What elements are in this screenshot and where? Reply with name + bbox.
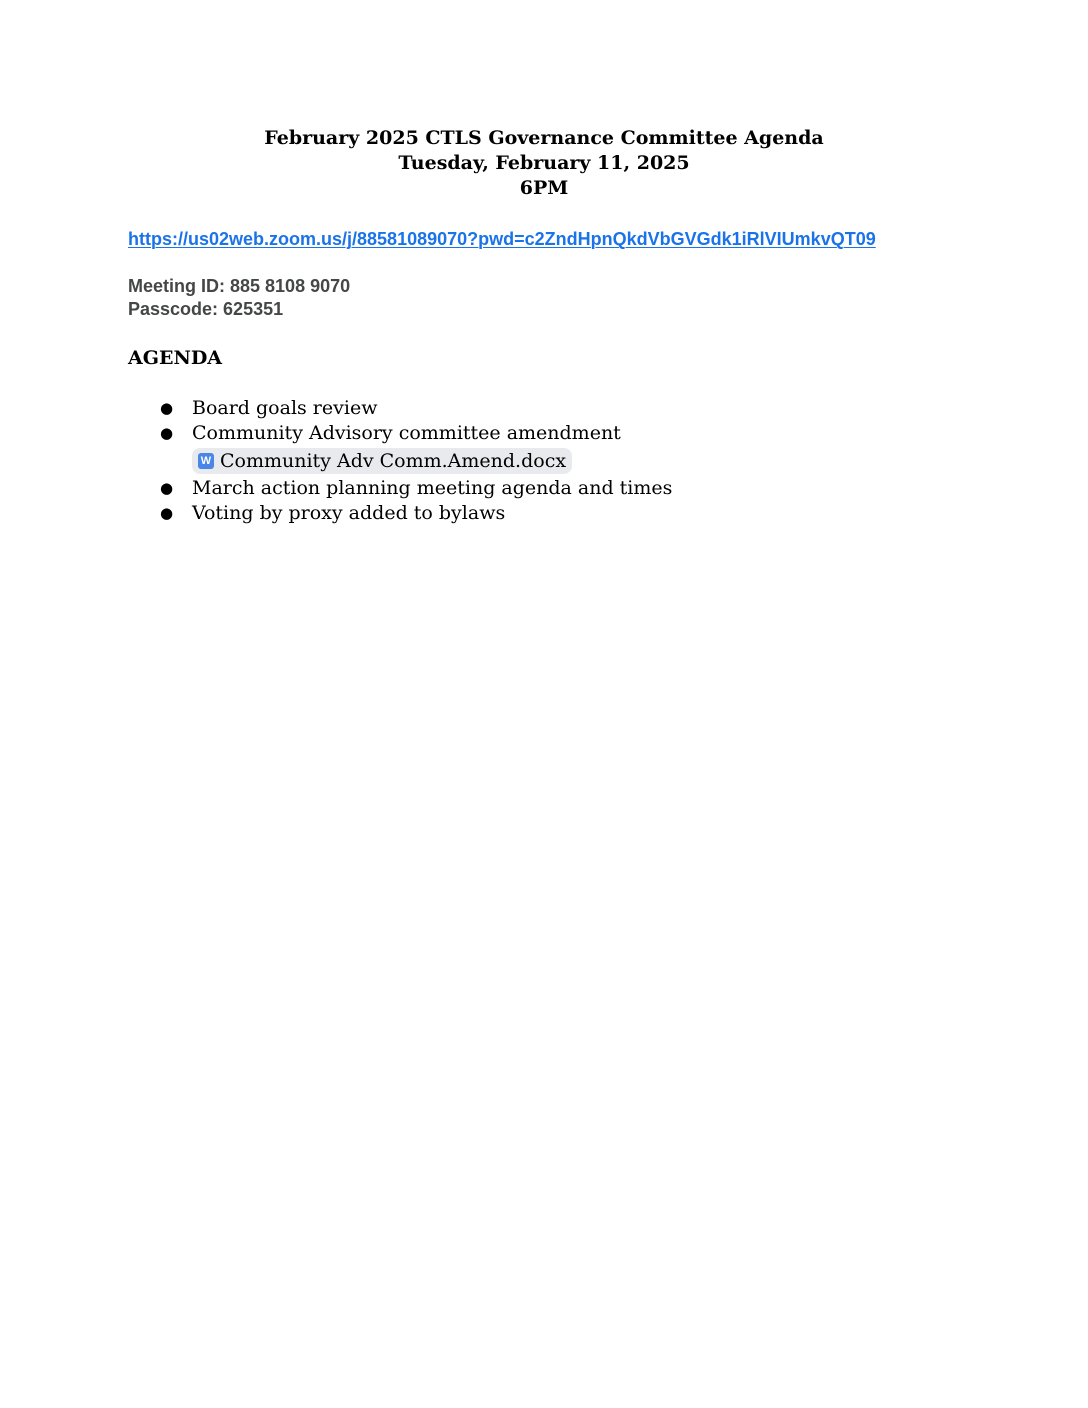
page-title: February 2025 CTLS Governance Committee Agenda: [264, 127, 824, 149]
agenda-item-text: Voting by proxy added to bylaws: [192, 502, 506, 524]
agenda-item-text: Board goals review: [192, 397, 378, 419]
agenda-item: [160, 501, 672, 526]
bullet-icon: ●: [160, 399, 174, 417]
attachment-chip[interactable]: [192, 448, 572, 474]
zoom-meeting-link[interactable]: https://us02web.zoom.us/j/88581089070?pwd=c2ZndHpnQkdVbGVGdk1iRlVIUmkvQT09: [128, 229, 876, 249]
title-block: [0, 126, 1088, 201]
meeting-id: Meeting ID: 885 8108 9070: [128, 276, 351, 296]
attachment-name: Community Adv Comm.Amend.docx: [220, 450, 567, 472]
agenda-item-text: March action planning meeting agenda and times: [192, 477, 673, 499]
agenda-item: [160, 476, 672, 501]
agenda-item: [160, 421, 672, 476]
agenda-item-text: Community Advisory committee amendment: [192, 422, 621, 444]
bullet-icon: ●: [160, 504, 174, 522]
agenda-item: [160, 396, 672, 421]
agenda-list: [160, 396, 672, 526]
bullet-icon: ●: [160, 479, 174, 497]
word-doc-icon: W: [198, 453, 214, 469]
agenda-heading: AGENDA: [128, 347, 223, 369]
meeting-date: Tuesday, February 11, 2025: [398, 152, 690, 174]
meeting-time: 6PM: [519, 177, 569, 199]
meeting-info: [128, 275, 350, 321]
bullet-icon: ●: [160, 424, 174, 442]
meeting-passcode: Passcode: 625351: [128, 299, 284, 319]
